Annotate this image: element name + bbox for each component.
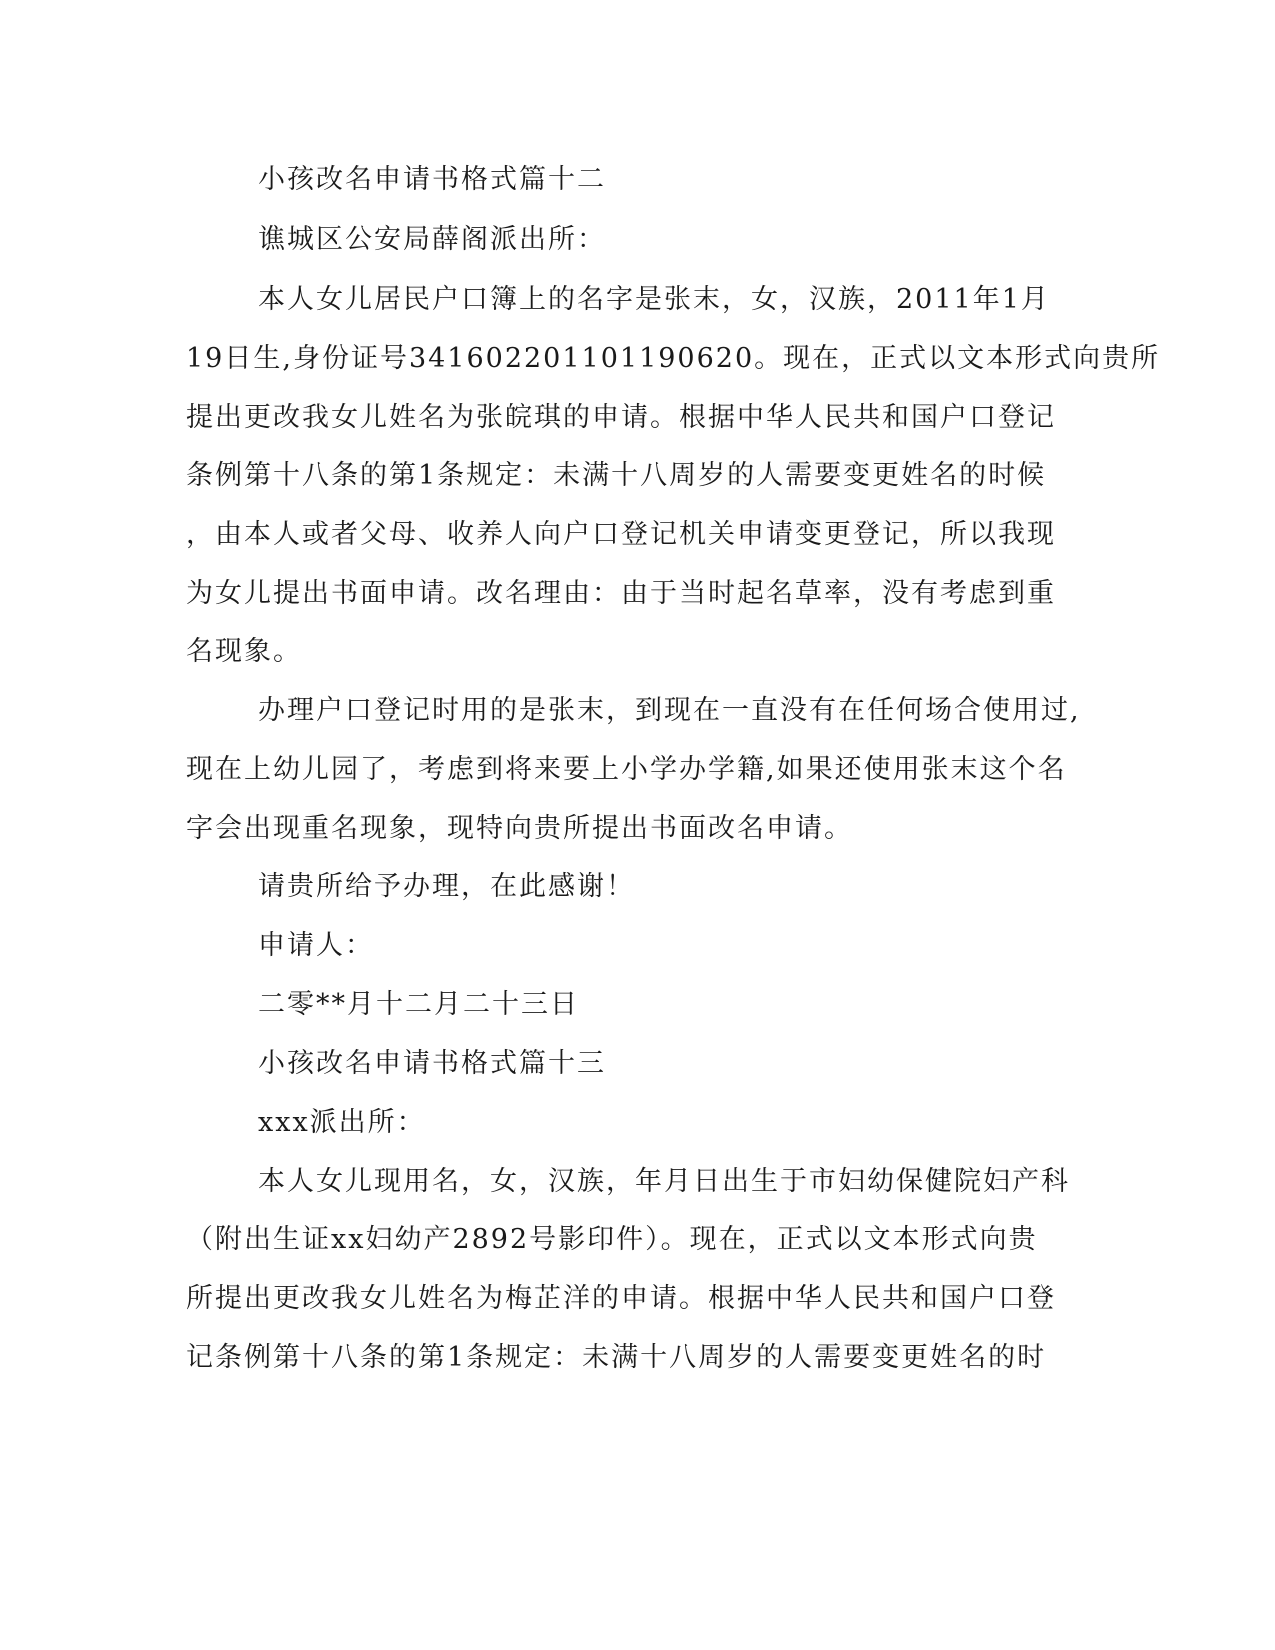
applicant-label: 申请人： (258, 930, 374, 961)
paragraph-line: 名现象。 (186, 636, 302, 667)
section-heading-13: 小孩改名申请书格式篇十三 (258, 1048, 606, 1079)
paragraph-line: 条例第十八条的第1条规定：未满十八周岁的人需要变更姓名的时候 (186, 460, 1047, 491)
paragraph-line: 本人女儿现用名，女，汉族，年月日出生于市妇幼保健院妇产科 (258, 1166, 1070, 1197)
paragraph-line: 提出更改我女儿姓名为张皖琪的申请。根据中华人民共和国户口登记 (186, 402, 1056, 433)
paragraph-line: 本人女儿居民户口簿上的名字是张末，女，汉族，2011年1月 (258, 284, 1050, 315)
closing-line: 请贵所给予办理，在此感谢！ (258, 871, 635, 902)
paragraph-line: 19日生,身份证号341602201101190620。现在，正式以文本形式向贵所 (186, 343, 1161, 374)
addressee-line: 谯城区公安局薛阁派出所： (258, 224, 606, 255)
paragraph-line: 所提出更改我女儿姓名为梅芷洋的申请。根据中华人民共和国户口登 (186, 1283, 1056, 1314)
paragraph-line: 字会出现重名现象，现特向贵所提出书面改名申请。 (186, 813, 853, 844)
addressee-line: xxx派出所： (258, 1107, 426, 1138)
paragraph-line: ，由本人或者父母、收养人向户口登记机关申请变更登记，所以我现 (186, 519, 1056, 550)
paragraph-line: 记条例第十八条的第1条规定：未满十八周岁的人需要变更姓名的时 (186, 1342, 1047, 1373)
paragraph-line: 为女儿提出书面申请。改名理由：由于当时起名草率，没有考虑到重 (186, 578, 1056, 609)
paragraph-line: 现在上幼儿园了，考虑到将来要上小学办学籍,如果还使用张末这个名 (186, 754, 1067, 785)
date-line: 二零**月十二月二十三日 (258, 989, 579, 1020)
paragraph-line: 办理户口登记时用的是张末，到现在一直没有在任何场合使用过, (258, 695, 1081, 726)
section-heading-12: 小孩改名申请书格式篇十二 (258, 164, 606, 195)
paragraph-line: （附出生证xx妇幼产2892号影印件）。现在，正式以文本形式向贵 (186, 1224, 1038, 1255)
